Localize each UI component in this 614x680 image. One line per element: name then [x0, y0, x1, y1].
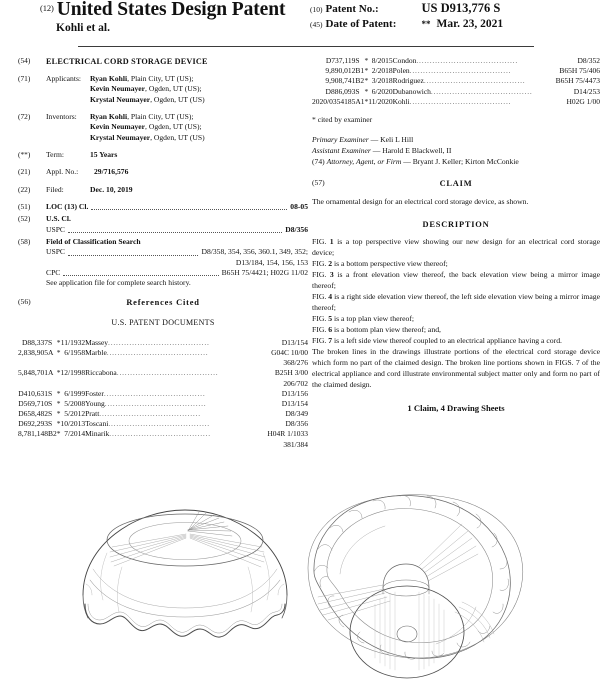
table-row	[312, 76, 600, 86]
applicant-location: , Plain City, UT (US);	[127, 74, 194, 84]
applicants-list	[90, 74, 308, 105]
field-22-filed	[18, 185, 308, 195]
attorney-value: — Bryant J. Keller; Kirton McConkie	[403, 156, 519, 166]
reference-number: 9,908,741	[325, 76, 356, 86]
field-74-number: (74)	[312, 156, 325, 166]
leader-dots: ......................................	[409, 66, 512, 76]
reference-date: 6/2020	[371, 86, 393, 96]
reference-kind-code: A1	[355, 96, 365, 106]
inventors-list	[90, 112, 308, 143]
search-uspc-leader	[68, 254, 198, 256]
field-58-field-of-search	[18, 237, 308, 289]
reference-number: 9,890,012	[325, 66, 356, 76]
leader-dots: ......................................	[106, 347, 209, 357]
reference-kind-code: B2	[355, 76, 365, 86]
reference-star: *	[56, 337, 61, 347]
inventors-label: Inventors:	[46, 112, 77, 122]
reference-date: 6/1958	[64, 347, 86, 357]
reference-kind-code: S	[48, 398, 53, 408]
reference-kind-code: S	[355, 86, 360, 96]
reference-classification: D14/253	[573, 86, 600, 96]
figure-description: FIG. 4 is a right side elevation view thereof, the left side elevation view being a mirror image thereof;	[312, 292, 600, 312]
field-56-references-cited	[18, 297, 308, 308]
subclass-spacer	[18, 358, 267, 368]
applicant-location: , Ogden, UT (US);	[145, 84, 202, 94]
leader-dots: ......................................	[99, 409, 201, 419]
table-row	[18, 419, 308, 429]
assistant-examiner-label: Assistant Examiner	[312, 146, 371, 156]
reference-subclassification: 368/276	[283, 358, 308, 368]
leader-dots: ......................................	[416, 56, 518, 65]
header-divider-rule	[78, 46, 534, 47]
reference-name: Young......................................	[85, 398, 207, 408]
reference-classification: D13/154	[281, 398, 308, 408]
primary-examiner-row	[312, 135, 600, 146]
reference-star: *	[56, 347, 61, 357]
reference-name: Dubanowich......................................	[392, 86, 533, 96]
filed-value: Dec. 10, 2019	[90, 184, 133, 194]
reference-classification: D8/356	[285, 419, 308, 429]
references-cited-title: References Cited	[126, 298, 200, 308]
search-cpc-value: B65H 75/4421; H02G 11/02	[221, 267, 308, 277]
applicant-name: Krystal Neumayer	[90, 94, 151, 104]
reference-kind-code: B2	[48, 429, 57, 439]
uspc-leader-dots	[68, 231, 282, 233]
reference-number: 2020/0354185	[312, 96, 356, 106]
inventor-name: Krystal Neumayer	[90, 132, 151, 142]
reference-star: *	[364, 96, 369, 106]
inventor-name: Ryan Kohli	[90, 112, 128, 122]
left-column	[18, 56, 308, 450]
field-21-number: (21)	[18, 167, 31, 177]
leader-dots: ......................................	[108, 337, 210, 347]
reference-classification: D13/154	[281, 337, 308, 347]
invention-title: ELECTRICAL CORD STORAGE DEVICE	[46, 57, 208, 66]
reference-name: Rodriguez......................................	[392, 76, 526, 86]
reference-kind-code: S	[48, 388, 53, 398]
patent-no-label: Patent No.:	[325, 3, 379, 15]
reference-classification: D8/352	[577, 56, 600, 65]
loc-label: LOC (13) Cl.	[46, 201, 89, 211]
figure-description: FIG. 7 is a left side view thereof coupled to an electrical appliance having a cord.	[312, 335, 562, 345]
applicants-label: Applicants:	[46, 74, 82, 84]
description-title: DESCRIPTION	[422, 219, 490, 229]
reference-subclassification: 206/702	[283, 378, 308, 388]
reference-number: D886,093	[325, 86, 356, 96]
inventor-entry	[90, 112, 308, 122]
reference-number: D658,482	[18, 409, 48, 419]
reference-kind-code: S	[48, 419, 53, 429]
leader-dots: ......................................	[109, 429, 211, 439]
page-title	[40, 0, 310, 20]
reference-star: *	[56, 368, 61, 378]
uspc-value: D8/356	[285, 224, 308, 234]
leader-dots: ......................................	[108, 419, 210, 429]
reference-star: *	[364, 66, 369, 76]
reference-date: 7/2014	[64, 429, 86, 439]
field-21-appl-no	[18, 167, 308, 177]
reference-date: 11/1932	[60, 337, 86, 347]
appl-no-label: Appl. No.:	[46, 167, 79, 177]
reference-classification: H04R 1/1033	[267, 429, 308, 439]
header-left	[0, 0, 310, 34]
reference-date: 3/2018	[371, 76, 393, 86]
figure-description: FIG. 2 is a bottom perspective view thereof;	[312, 259, 448, 269]
field-term-number: (**)	[18, 150, 31, 160]
reference-name: Polen......................................	[392, 66, 512, 76]
attorney-row	[312, 157, 600, 168]
claim-sheet-count: 1 Claim, 4 Drawing Sheets	[407, 402, 505, 413]
tag-10: (10)	[310, 5, 323, 14]
patent-drawings	[0, 452, 614, 680]
leader-dots: ......................................	[409, 96, 512, 106]
claim-title: CLAIM	[439, 178, 473, 188]
reference-number: 8,781,148	[18, 429, 48, 439]
us-patent-documents-table-cont	[312, 56, 600, 107]
reference-classification: B65H 75/4473	[555, 76, 600, 86]
reference-star: *	[56, 409, 61, 419]
field-54-number: (54)	[18, 56, 31, 65]
table-row-subclass	[18, 358, 308, 368]
reference-classification: D13/156	[281, 388, 308, 398]
term-extension-stars: **	[421, 18, 431, 29]
assistant-examiner-row	[312, 146, 600, 157]
reference-star: *	[364, 76, 369, 86]
applicant-entry	[90, 95, 308, 105]
us-patent-documents-heading: U.S. PATENT DOCUMENTS	[111, 317, 215, 327]
reference-kind-code: S	[48, 409, 53, 419]
reference-name: Minarik......................................	[85, 429, 211, 439]
leader-dots: ......................................	[103, 388, 206, 398]
inventor-name: Kevin Neumayer	[90, 122, 146, 132]
reference-name: Riccabona......................................	[85, 368, 219, 378]
applicant-name: Ryan Kohli	[90, 74, 128, 84]
search-cpc-leader	[63, 274, 218, 276]
reference-date: 8/2015	[371, 56, 393, 65]
figure-description: FIG. 3 is a front elevation view thereof, the back elevation view being a mirror image thereof;	[312, 270, 600, 291]
search-uspc-value: D8/358, 354, 356, 360.1, 349, 352;	[201, 247, 308, 257]
header-right	[310, 0, 614, 32]
reference-date: 12/1998	[60, 368, 86, 378]
date-of-patent-value: Mar. 23, 2021	[436, 17, 504, 30]
reference-classification: D8/349	[285, 409, 308, 419]
loc-leader-dots	[91, 208, 287, 210]
table-row	[18, 399, 308, 409]
table-row	[312, 97, 600, 107]
title-text: United States Design Patent	[56, 0, 286, 20]
inventor-entry	[90, 133, 308, 143]
table-row	[18, 338, 308, 348]
search-cpc-label: CPC	[46, 267, 61, 277]
reference-classification: B25H 3/00	[274, 368, 308, 378]
reference-kind-code: A	[48, 347, 54, 357]
field-72-inventors	[18, 112, 308, 143]
reference-classification: H02G 1/00	[566, 96, 600, 106]
table-row	[18, 368, 308, 378]
reference-classification: G04C 10/00	[271, 347, 308, 357]
tag-45: (45)	[310, 19, 323, 29]
applicant-surname: Kohli et al.	[56, 22, 110, 35]
reference-name: Marble......................................	[85, 347, 209, 357]
figure-1-top-perspective	[83, 510, 287, 637]
reference-date: 11/2020	[368, 96, 393, 106]
field-52-number: (52)	[18, 214, 31, 224]
leader-dots: ......................................	[116, 368, 219, 378]
reference-number: 2,838,905	[18, 347, 48, 357]
reference-date: 2/2018	[371, 66, 393, 76]
reference-classification: B65H 75/406	[559, 66, 600, 76]
reference-name: Condon......................................	[392, 56, 518, 65]
field-71-number: (71)	[18, 74, 31, 84]
figure-description: FIG. 6 is a bottom plan view thereof; and,	[312, 324, 441, 334]
field-57-number: (57)	[312, 177, 325, 187]
search-uspc-value2: D13/184, 154, 156, 153	[235, 257, 308, 267]
loc-value: 08-05	[290, 201, 308, 211]
applicant-entry	[90, 84, 308, 94]
field-51-loc	[18, 202, 308, 212]
claim-text: The ornamental design for an electrical cord storage device, as shown.	[312, 197, 529, 207]
leader-dots: ......................................	[430, 86, 533, 96]
applicant-name: Kevin Neumayer	[90, 84, 146, 94]
patent-header	[0, 0, 614, 34]
filed-label: Filed:	[46, 184, 64, 194]
examiner-block	[312, 135, 600, 167]
field-71-applicants	[18, 74, 308, 105]
figure-description-list	[312, 237, 600, 346]
primary-examiner-value: — Keli L Hill	[370, 135, 414, 145]
term-value: 15 Years	[90, 150, 118, 160]
table-row-subclass	[18, 440, 308, 450]
tag-12: (12)	[40, 3, 54, 13]
reference-number: D737,119	[325, 56, 356, 65]
field-term	[18, 150, 308, 160]
date-of-patent-label: Date of Patent:	[325, 17, 397, 30]
field-of-search-label: Field of Classification Search	[46, 236, 141, 246]
field-58-number: (58)	[18, 236, 31, 246]
reference-date: 10/2013	[60, 419, 86, 429]
us-cl-label: U.S. Cl.	[46, 214, 71, 224]
attorney-label: Attorney, Agent, or Firm	[326, 156, 402, 166]
reference-date: 6/1999	[64, 388, 86, 398]
figure-2-bottom-perspective	[308, 487, 531, 678]
table-row	[18, 348, 308, 358]
us-patent-documents-table	[18, 338, 308, 450]
figure-description: FIG. 1 is a top perspective view showing our new design for an electrical cord storage device;	[312, 237, 601, 258]
field-72-number: (72)	[18, 112, 31, 122]
field-54-title	[18, 56, 308, 67]
reference-number: D410,631	[18, 388, 48, 398]
inventor-location: , Ogden, UT (US)	[150, 132, 205, 142]
leader-dots: ......................................	[423, 76, 526, 86]
field-22-number: (22)	[18, 184, 31, 194]
field-57-claim	[312, 178, 600, 189]
reference-kind-code: S	[355, 56, 360, 65]
reference-number: D569,710	[18, 398, 48, 408]
subclass-spacer	[18, 379, 267, 389]
patent-date-row	[310, 17, 614, 33]
drawings-svg	[0, 452, 614, 680]
applicant-location: , Ogden, UT (US)	[150, 94, 205, 104]
table-row	[312, 66, 600, 76]
reference-kind-code: S	[48, 337, 53, 347]
reference-number: D692,293	[18, 419, 48, 429]
field-56-number: (56)	[18, 297, 31, 307]
leader-dots: ......................................	[104, 398, 207, 408]
assistant-examiner-value: — Harold E Blackwell, II	[372, 146, 452, 156]
subclass-spacer	[18, 440, 267, 450]
reference-name: Kohli......................................	[392, 96, 512, 106]
table-row-subclass	[18, 379, 308, 389]
reference-kind-code: A	[48, 368, 54, 378]
term-label: Term:	[46, 150, 65, 160]
applicant-entry	[90, 74, 308, 84]
patent-no-value: US D913,776 S	[421, 1, 501, 15]
inventor-location: , Ogden, UT (US);	[145, 122, 202, 132]
figure-description: FIG. 5 is a top plan view thereof;	[312, 313, 415, 323]
cited-by-examiner-note: * cited by examiner	[312, 114, 373, 124]
uspc-label: USPC	[46, 224, 65, 234]
patent-number-row	[310, 0, 614, 17]
reference-star: *	[56, 429, 61, 439]
reference-number: 5,848,701	[18, 368, 48, 378]
reference-star: *	[56, 398, 61, 408]
reference-subclassification: 381/384	[283, 439, 308, 449]
reference-name: Pratt......................................	[85, 409, 201, 419]
reference-date: 5/2012	[64, 409, 86, 419]
table-row	[18, 429, 308, 439]
table-row	[18, 409, 308, 419]
search-history-note: See application file for complete search history.	[46, 278, 191, 288]
reference-kind-code: B1	[355, 66, 365, 76]
reference-number: D88,337	[21, 337, 48, 347]
reference-star: *	[56, 388, 61, 398]
reference-star: *	[56, 419, 61, 429]
reference-name: Toscani......................................	[85, 419, 210, 429]
primary-examiner-label: Primary Examiner	[312, 135, 369, 145]
inventor-entry	[90, 122, 308, 132]
table-row	[18, 389, 308, 399]
broken-lines-statement: The broken lines in the drawings illustrate portions of the electrical cord storage device which form no part of the claimed design. The broken line portions shown in FIGS. 7 of the electrical appliance and cord illustrate environmental subject matter only and form no part of the claimed design.	[312, 346, 600, 389]
table-row	[312, 56, 600, 66]
reference-name: Massey......................................	[85, 337, 210, 347]
appl-no-value: 29/716,576	[94, 167, 129, 177]
reference-date: 5/2008	[64, 398, 86, 408]
field-51-number: (51)	[18, 201, 31, 211]
inventor-location: , Plain City, UT (US);	[127, 112, 194, 122]
right-column	[312, 56, 600, 414]
reference-star: *	[364, 56, 369, 65]
field-52-us-cl	[18, 214, 308, 235]
reference-star: *	[364, 86, 369, 96]
reference-name: Foster......................................	[85, 388, 206, 398]
search-uspc-label: USPC	[46, 247, 65, 257]
table-row	[312, 87, 600, 97]
